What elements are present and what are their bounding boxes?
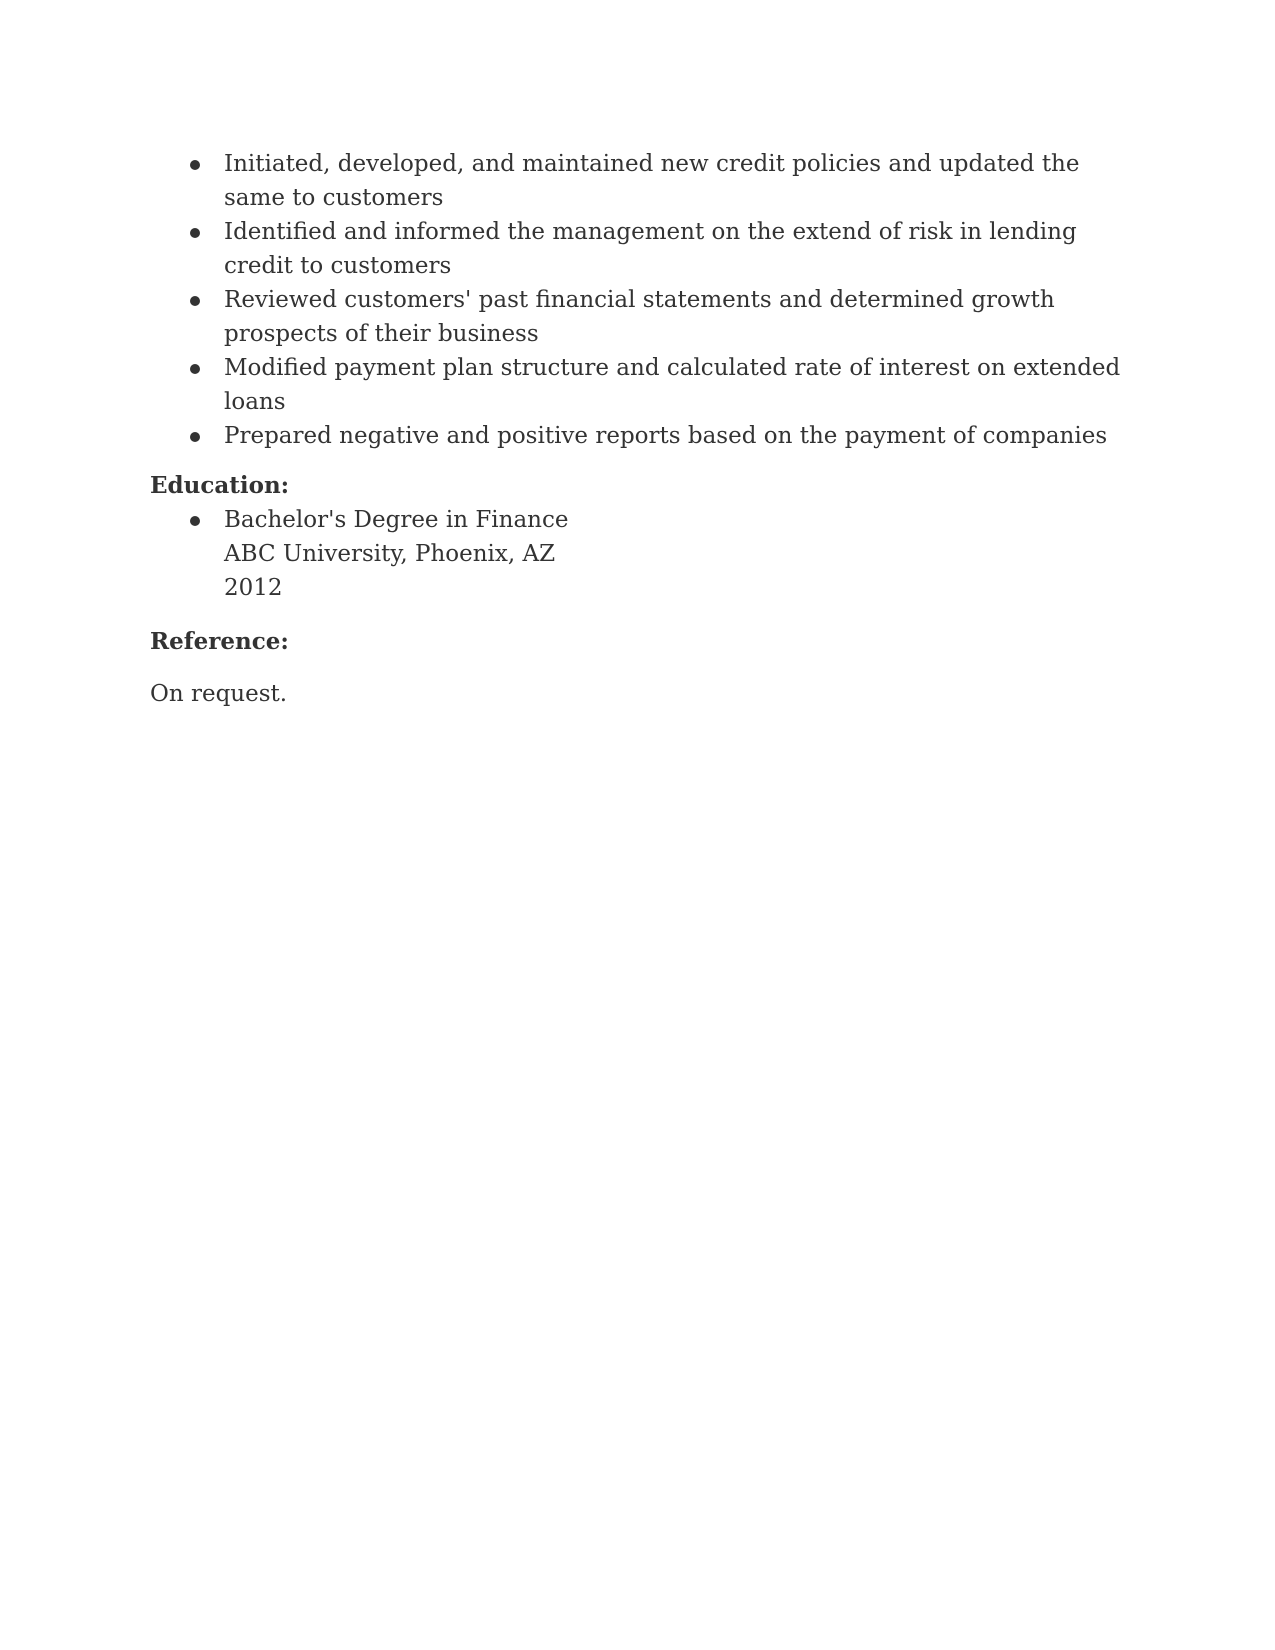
- experience-bullet-text: Reviewed customers' past financial statements and determined growth prospects of their business: [224, 287, 1055, 347]
- bullet-icon: [190, 296, 200, 306]
- experience-bullet-text: Prepared negative and positive reports based on the payment of companies: [224, 423, 1108, 449]
- bullet-icon: [190, 364, 200, 374]
- bullet-icon: [190, 516, 200, 526]
- bullet-icon: [190, 228, 200, 238]
- education-degree: Bachelor's Degree in Finance: [224, 507, 569, 533]
- reference-text: On request.: [150, 681, 288, 707]
- reference-heading: Reference:: [150, 628, 289, 655]
- education-year: 2012: [224, 575, 283, 601]
- education-heading: Education:: [150, 472, 290, 499]
- experience-bullet-text: Identified and informed the management on the extend of risk in lending credit to customers: [224, 219, 1077, 279]
- experience-bullet-item: [150, 147, 1130, 215]
- bullet-icon: [190, 160, 200, 170]
- resume-content: [150, 147, 1130, 711]
- experience-bullet-text: Initiated, developed, and maintained new credit policies and updated the same to customers: [224, 151, 1080, 211]
- education-bullet-list: [150, 503, 1130, 605]
- experience-bullet-list: [150, 147, 1130, 453]
- education-school: ABC University, Phoenix, AZ: [224, 541, 556, 567]
- experience-bullet-item: [150, 283, 1130, 351]
- bullet-icon: [190, 432, 200, 442]
- education-bullet-item: [150, 503, 1130, 605]
- experience-bullet-text: Modified payment plan structure and calculated rate of interest on extended loans: [224, 355, 1121, 415]
- experience-bullet-item: [150, 351, 1130, 419]
- experience-bullet-item: [150, 215, 1130, 283]
- experience-bullet-item: [150, 419, 1130, 453]
